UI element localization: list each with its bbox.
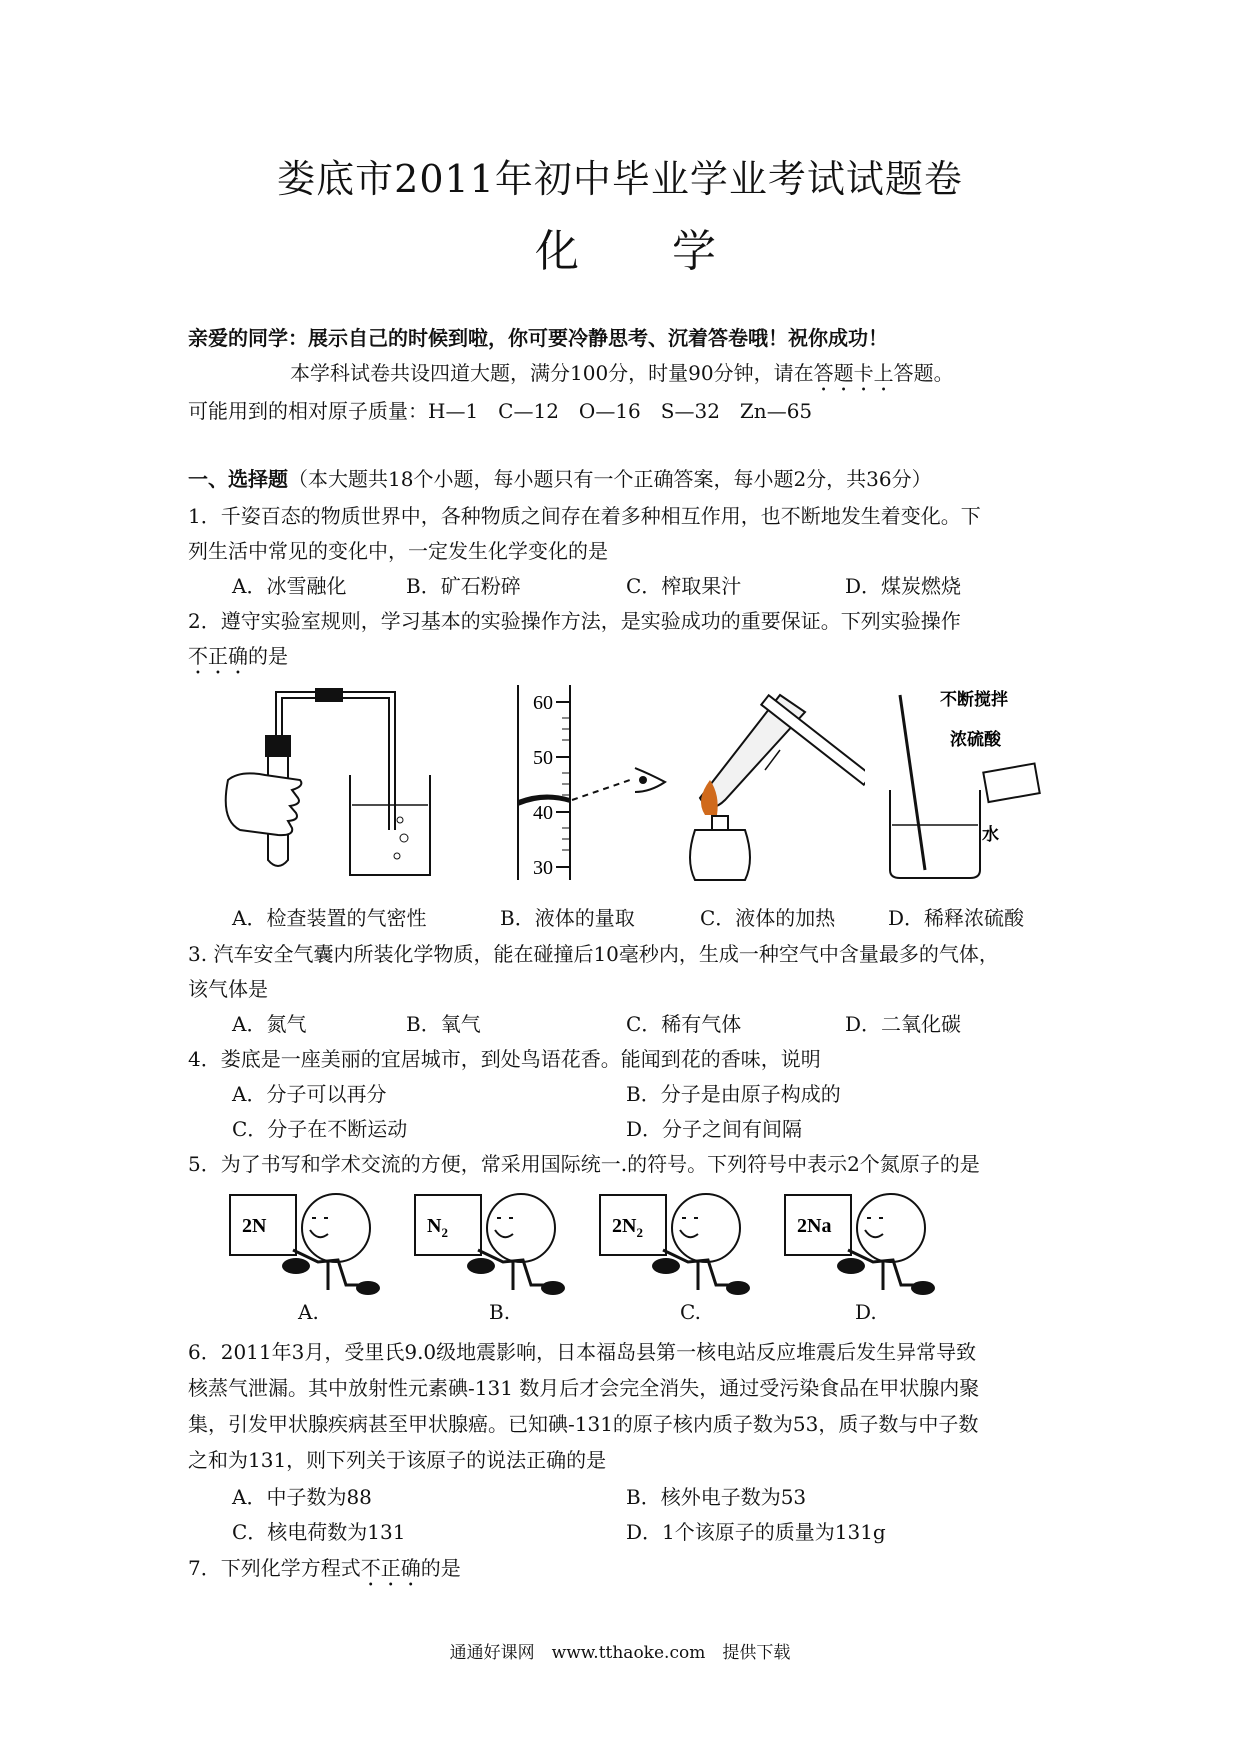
q2-line-1: 2．遵守实验室规则，学习基本的实验操作方法，是实验成功的重要保证。下列实验操作 [188, 609, 961, 633]
q5-line-1: 5．为了书写和学术交流的方便，常采用国际统一.的符号。下列符号中表示2个氮原子的是 [188, 1152, 980, 1176]
q6-option-d: D．1个该原子的质量为131g [626, 1520, 886, 1544]
cartoon-foot-icon [726, 1281, 750, 1295]
section-heading-desc: （本大题共18个小题，每小题只有一个正确答案，每小题2分，共36分） [288, 467, 932, 491]
q4-line-1: 4．娄底是一座美丽的宜居城市，到处鸟语花香。能闻到花的香味，说明 [188, 1047, 821, 1071]
q5-symbol-card-c [598, 1190, 773, 1305]
exam-note-end: 答题。 [893, 361, 954, 385]
q4-option-d: D．分子之间有间隔 [626, 1117, 803, 1141]
tick-50: 50 [533, 747, 553, 769]
q6-line-2: 核蒸气泄漏。其中放射性元素碘-131 数月后才会完全消失，通过受污染食品在甲状腺内聚 [188, 1376, 980, 1400]
cartoon-hand-icon [837, 1258, 865, 1274]
q1-option-d: D．煤炭燃烧 [845, 574, 962, 598]
exam-note [290, 357, 954, 396]
section-heading [188, 463, 932, 492]
graduated-cylinder-figure [500, 680, 680, 885]
cartoon-foot-icon [911, 1281, 935, 1295]
q2-line-2 [188, 640, 288, 679]
q7-emphasis: 不正确 [360, 1556, 421, 1580]
q7-line-end: 的是 [420, 1556, 461, 1580]
q2-caption-a: A．检查装置的气密性 [232, 906, 427, 930]
q3-option-d: D．二氧化碳 [845, 1012, 962, 1036]
cartoon-hand-icon [467, 1258, 495, 1274]
subject-char-2: 学 [672, 226, 716, 277]
q6-option-b: B．核外电子数为53 [626, 1485, 807, 1509]
q4-option-a: A．分子可以再分 [232, 1082, 387, 1106]
q7-line-1 [188, 1552, 461, 1591]
symbol-text: $N_2$ [427, 1215, 448, 1240]
liquid-heating-figure [665, 690, 865, 890]
symbol-placard [415, 1195, 481, 1255]
symbol-text: 2N [242, 1215, 267, 1237]
q6-line-3: 集，引发甲状腺疾病甚至甲状腺癌。已知碘-131的原子核内质子数为53，质子数与中子数 [188, 1412, 979, 1436]
q2-emphasis: 不正确 [188, 644, 248, 668]
atomic-masses: 可能用到的相对原子质量：H—1 C—12 O—16 S—32 Zn—65 [188, 399, 813, 423]
tick-40: 40 [533, 802, 553, 824]
q3-line-2: 该气体是 [188, 977, 268, 1001]
q6-line-4: 之和为131，则下列关于该原子的说法正确的是 [188, 1448, 607, 1472]
q1-line-2: 列生活中常见的变化中，一定发生化学变化的是 [188, 539, 608, 563]
q2-caption-c: C．液体的加热 [700, 906, 836, 930]
q6-option-a: A．中子数为88 [232, 1485, 372, 1509]
dilute-acid-figure [870, 680, 1060, 890]
label-acid: 浓硫酸 [950, 730, 1001, 749]
exam-note-emphasis: 答题卡上 [813, 361, 894, 385]
q5-letter-a: A. [298, 1300, 319, 1324]
q3-option-b: B．氧气 [406, 1012, 481, 1036]
q5-letter-d: D. [855, 1300, 877, 1324]
page-footer: 通通好课网 www.tthaoke.com 提供下载 [449, 1643, 791, 1663]
symbol-text: $2N_2$ [612, 1215, 643, 1240]
tick-30: 30 [533, 857, 553, 879]
cartoon-foot-icon [541, 1281, 565, 1295]
label-water: 水 [982, 825, 999, 844]
q7-line-start: 7．下列化学方程式 [188, 1556, 361, 1580]
cartoon-head-icon [857, 1194, 925, 1262]
q5-symbol-card-d [783, 1190, 958, 1305]
q3-option-a: A．氮气 [232, 1012, 307, 1036]
q3-line-1: 3. 汽车安全气囊内所装化学物质，能在碰撞后10毫秒内，生成一种空气中含量最多的气体， [188, 942, 999, 966]
label-stir: 不断搅拌 [940, 690, 1008, 709]
q5-letter-c: C. [680, 1300, 701, 1324]
q3-option-c: C．稀有气体 [626, 1012, 742, 1036]
cartoon-head-icon [672, 1194, 740, 1262]
cartoon-head-icon [302, 1194, 370, 1262]
q5-symbol-card-b [413, 1190, 588, 1305]
section-heading-title: 一、选择题 [188, 467, 288, 491]
cartoon-foot-icon [356, 1281, 380, 1295]
q4-option-b: B．分子是由原子构成的 [626, 1082, 841, 1106]
q2-caption-d: D．稀释浓硫酸 [888, 906, 1025, 930]
q1-option-b: B．矿石粉碎 [406, 574, 521, 598]
q1-line-1: 1．千姿百态的物质世界中，各种物质之间存在着多种相互作用，也不断地发生着变化。下 [188, 504, 981, 528]
symbol-text: 2Na [797, 1215, 832, 1237]
airtightness-check-figure [210, 680, 460, 895]
q6-option-c: C．核电荷数为131 [232, 1520, 406, 1544]
cartoon-hand-icon [282, 1258, 310, 1274]
exam-note-main: 本学科试卷共设四道大题，满分100分，时量90分钟，请在 [290, 361, 814, 385]
subject-char-1: 化 [535, 226, 579, 277]
cartoon-hand-icon [652, 1258, 680, 1274]
q2-caption-b: B．液体的量取 [500, 906, 635, 930]
q1-option-a: A．冰雪融化 [232, 574, 347, 598]
q2-line-2-end: 的是 [248, 644, 288, 668]
q5-symbol-card-a [228, 1190, 403, 1305]
cartoon-head-icon [487, 1194, 555, 1262]
q6-line-1: 6．2011年3月，受里氏9.0级地震影响，日本福岛县第一核电站反应堆震后发生异常导致 [188, 1340, 977, 1364]
exam-title: 娄底市2011年初中毕业学业考试试题卷 [277, 157, 963, 201]
greeting: 亲爱的同学：展示自己的时候到啦，你可要冷静思考、沉着答卷哦！祝你成功！ [188, 326, 888, 350]
tick-60: 60 [533, 692, 553, 714]
q4-option-c: C．分子在不断运动 [232, 1117, 408, 1141]
q1-option-c: C．榨取果汁 [626, 574, 742, 598]
q5-letter-b: B. [489, 1300, 511, 1324]
